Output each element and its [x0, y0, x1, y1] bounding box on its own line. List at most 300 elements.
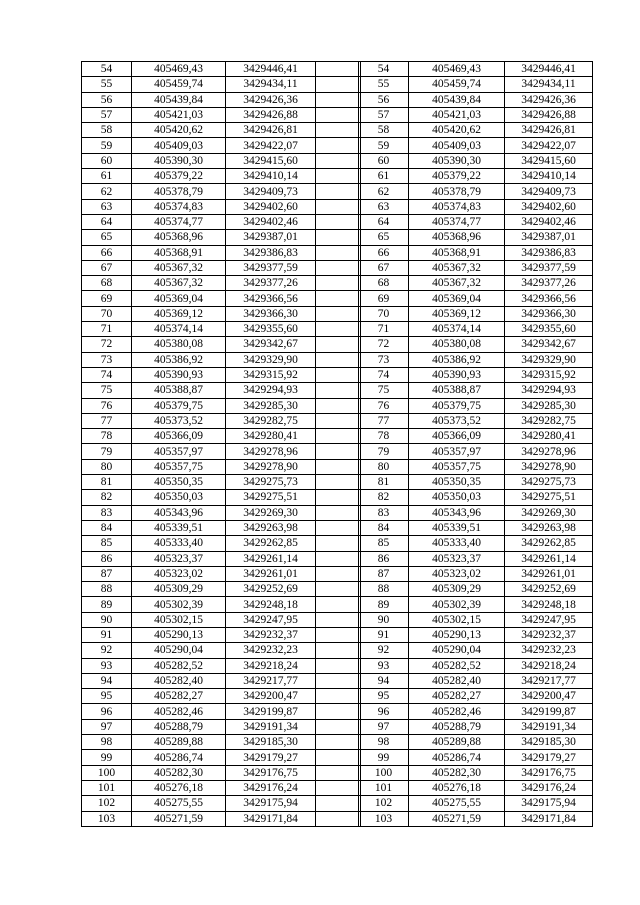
table-row: [359, 337, 593, 352]
y-coordinate-cell: 3429247,95: [226, 612, 316, 627]
y-coordinate-cell: 3429402,46: [226, 214, 316, 229]
x-coordinate-cell: 405289,88: [132, 735, 226, 750]
table-row: [359, 612, 593, 627]
point-number-cell: 84: [359, 520, 409, 535]
x-coordinate-cell: 405339,51: [132, 520, 226, 535]
x-coordinate-cell: 405439,84: [132, 92, 226, 107]
x-coordinate-cell: 405369,12: [132, 306, 226, 321]
table-row: [82, 260, 361, 275]
x-coordinate-cell: 405288,79: [409, 719, 505, 734]
x-coordinate-cell: 405366,09: [409, 429, 505, 444]
y-coordinate-cell: 3429386,83: [226, 245, 316, 260]
empty-cell: [316, 597, 361, 612]
y-coordinate-cell: 3429426,36: [505, 92, 593, 107]
point-number-cell: 84: [82, 520, 132, 535]
table-row: [359, 475, 593, 490]
empty-cell: [316, 673, 361, 688]
point-number-cell: 83: [82, 505, 132, 520]
table-row: [359, 291, 593, 306]
empty-cell: [316, 551, 361, 566]
y-coordinate-cell: 3429280,41: [226, 429, 316, 444]
y-coordinate-cell: 3429278,90: [505, 459, 593, 474]
table-row: [359, 260, 593, 275]
x-coordinate-cell: 405409,03: [409, 138, 505, 153]
y-coordinate-cell: 3429426,81: [505, 123, 593, 138]
point-number-cell: 97: [82, 719, 132, 734]
table-row: [359, 77, 593, 92]
table-row: [359, 276, 593, 291]
x-coordinate-cell: 405357,75: [409, 459, 505, 474]
table-row: [359, 306, 593, 321]
table-row: [82, 520, 361, 535]
x-coordinate-cell: 405357,75: [132, 459, 226, 474]
table-row: [82, 551, 361, 566]
table-row: [359, 367, 593, 382]
empty-cell: [316, 413, 361, 428]
x-coordinate-cell: 405374,83: [132, 199, 226, 214]
table-row: [359, 551, 593, 566]
table-row: [359, 153, 593, 168]
table-row: [359, 735, 593, 750]
x-coordinate-cell: 405420,62: [409, 123, 505, 138]
empty-cell: [316, 505, 361, 520]
x-coordinate-cell: 405282,40: [132, 673, 226, 688]
point-number-cell: 90: [359, 612, 409, 627]
x-coordinate-cell: 405357,97: [409, 444, 505, 459]
y-coordinate-cell: 3429426,81: [226, 123, 316, 138]
table-row: [82, 704, 361, 719]
y-coordinate-cell: 3429285,30: [226, 398, 316, 413]
x-coordinate-cell: 405378,79: [409, 184, 505, 199]
table-row: [82, 429, 361, 444]
y-coordinate-cell: 3429426,88: [226, 107, 316, 122]
x-coordinate-cell: 405302,39: [132, 597, 226, 612]
y-coordinate-cell: 3429355,60: [505, 322, 593, 337]
point-number-cell: 67: [359, 260, 409, 275]
x-coordinate-cell: 405302,39: [409, 597, 505, 612]
x-coordinate-cell: 405369,04: [409, 291, 505, 306]
empty-cell: [316, 184, 361, 199]
table-row: [359, 673, 593, 688]
y-coordinate-cell: 3429410,14: [505, 169, 593, 184]
x-coordinate-cell: 405357,97: [132, 444, 226, 459]
point-number-cell: 72: [359, 337, 409, 352]
table-row: [359, 582, 593, 597]
table-row: [82, 230, 361, 245]
y-coordinate-cell: 3429446,41: [226, 62, 316, 77]
point-number-cell: 93: [359, 658, 409, 673]
empty-cell: [316, 704, 361, 719]
empty-cell: [316, 582, 361, 597]
x-coordinate-cell: 405350,35: [409, 475, 505, 490]
table-row: [82, 444, 361, 459]
table-row: [82, 92, 361, 107]
x-coordinate-cell: 405374,77: [409, 214, 505, 229]
y-coordinate-cell: 3429191,34: [505, 719, 593, 734]
x-coordinate-cell: 405409,03: [132, 138, 226, 153]
x-coordinate-cell: 405386,92: [409, 352, 505, 367]
empty-cell: [316, 475, 361, 490]
point-number-cell: 97: [359, 719, 409, 734]
point-number-cell: 69: [82, 291, 132, 306]
y-coordinate-cell: 3429252,69: [505, 582, 593, 597]
y-coordinate-cell: 3429247,95: [505, 612, 593, 627]
coordinate-table-right: [358, 61, 593, 827]
y-coordinate-cell: 3429176,75: [226, 765, 316, 780]
point-number-cell: 63: [359, 199, 409, 214]
table-row: [359, 719, 593, 734]
y-coordinate-cell: 3429329,90: [505, 352, 593, 367]
empty-cell: [316, 459, 361, 474]
table-row: [359, 398, 593, 413]
x-coordinate-cell: 405350,03: [409, 490, 505, 505]
table-row: [82, 780, 361, 795]
point-number-cell: 75: [359, 383, 409, 398]
point-number-cell: 94: [359, 673, 409, 688]
table-row: [82, 123, 361, 138]
y-coordinate-cell: 3429409,73: [505, 184, 593, 199]
table-row: [359, 123, 593, 138]
x-coordinate-cell: 405282,46: [409, 704, 505, 719]
empty-cell: [316, 322, 361, 337]
table-row: [82, 566, 361, 581]
x-coordinate-cell: 405390,93: [132, 367, 226, 382]
x-coordinate-cell: 405276,18: [132, 780, 226, 795]
point-number-cell: 64: [359, 214, 409, 229]
x-coordinate-cell: 405367,32: [132, 276, 226, 291]
table-row: [82, 459, 361, 474]
point-number-cell: 70: [359, 306, 409, 321]
x-coordinate-cell: 405380,08: [132, 337, 226, 352]
y-coordinate-cell: 3429342,67: [226, 337, 316, 352]
table-row: [82, 62, 361, 77]
x-coordinate-cell: 405388,87: [132, 383, 226, 398]
empty-cell: [316, 230, 361, 245]
table-row: [359, 597, 593, 612]
point-number-cell: 60: [359, 153, 409, 168]
point-number-cell: 77: [82, 413, 132, 428]
point-number-cell: 62: [82, 184, 132, 199]
x-coordinate-cell: 405350,03: [132, 490, 226, 505]
x-coordinate-cell: 405459,74: [409, 77, 505, 92]
y-coordinate-cell: 3429426,88: [505, 107, 593, 122]
y-coordinate-cell: 3429185,30: [505, 735, 593, 750]
point-number-cell: 95: [359, 689, 409, 704]
table-row: [82, 582, 361, 597]
y-coordinate-cell: 3429176,24: [226, 780, 316, 795]
table-row: [359, 199, 593, 214]
x-coordinate-cell: 405271,59: [409, 811, 505, 826]
table-row: [359, 322, 593, 337]
table-row: [359, 490, 593, 505]
point-number-cell: 103: [359, 811, 409, 826]
y-coordinate-cell: 3429232,37: [505, 627, 593, 642]
empty-cell: [316, 337, 361, 352]
y-coordinate-cell: 3429294,93: [505, 383, 593, 398]
y-coordinate-cell: 3429275,73: [226, 475, 316, 490]
y-coordinate-cell: 3429232,23: [226, 643, 316, 658]
empty-cell: [316, 169, 361, 184]
x-coordinate-cell: 405275,55: [132, 796, 226, 811]
table-row: [82, 627, 361, 642]
table-row: [359, 536, 593, 551]
x-coordinate-cell: 405459,74: [132, 77, 226, 92]
table-row: [359, 765, 593, 780]
table-row: [359, 92, 593, 107]
y-coordinate-cell: 3429263,98: [226, 520, 316, 535]
y-coordinate-cell: 3429377,26: [226, 276, 316, 291]
point-number-cell: 94: [82, 673, 132, 688]
table-row: [82, 597, 361, 612]
empty-cell: [316, 123, 361, 138]
table-row: [82, 153, 361, 168]
y-coordinate-cell: 3429191,34: [226, 719, 316, 734]
empty-cell: [316, 367, 361, 382]
point-number-cell: 89: [359, 597, 409, 612]
empty-cell: [316, 444, 361, 459]
y-coordinate-cell: 3429261,01: [226, 566, 316, 581]
table-row: [359, 413, 593, 428]
x-coordinate-cell: 405286,74: [132, 750, 226, 765]
point-number-cell: 89: [82, 597, 132, 612]
table-row: [82, 398, 361, 413]
x-coordinate-cell: 405343,96: [132, 505, 226, 520]
point-number-cell: 59: [359, 138, 409, 153]
coordinate-table-left: [81, 61, 361, 827]
empty-cell: [316, 612, 361, 627]
point-number-cell: 86: [82, 551, 132, 566]
x-coordinate-cell: 405282,30: [409, 765, 505, 780]
x-coordinate-cell: 405323,02: [132, 566, 226, 581]
y-coordinate-cell: 3429422,07: [505, 138, 593, 153]
x-coordinate-cell: 405379,75: [409, 398, 505, 413]
y-coordinate-cell: 3429426,36: [226, 92, 316, 107]
y-coordinate-cell: 3429218,24: [226, 658, 316, 673]
y-coordinate-cell: 3429179,27: [505, 750, 593, 765]
y-coordinate-cell: 3429232,37: [226, 627, 316, 642]
y-coordinate-cell: 3429422,07: [226, 138, 316, 153]
x-coordinate-cell: 405282,52: [132, 658, 226, 673]
point-number-cell: 81: [82, 475, 132, 490]
empty-cell: [316, 62, 361, 77]
y-coordinate-cell: 3429218,24: [505, 658, 593, 673]
table-row: [359, 689, 593, 704]
x-coordinate-cell: 405282,27: [132, 689, 226, 704]
x-coordinate-cell: 405379,75: [132, 398, 226, 413]
table-row: [82, 107, 361, 122]
table-row: [359, 505, 593, 520]
empty-cell: [316, 643, 361, 658]
point-number-cell: 93: [82, 658, 132, 673]
x-coordinate-cell: 405339,51: [409, 520, 505, 535]
y-coordinate-cell: 3429409,73: [226, 184, 316, 199]
point-number-cell: 72: [82, 337, 132, 352]
point-number-cell: 92: [359, 643, 409, 658]
table-row: [359, 627, 593, 642]
table-row: [82, 413, 361, 428]
point-number-cell: 99: [359, 750, 409, 765]
x-coordinate-cell: 405368,96: [409, 230, 505, 245]
y-coordinate-cell: 3429366,56: [226, 291, 316, 306]
table-row: [359, 780, 593, 795]
point-number-cell: 62: [359, 184, 409, 199]
y-coordinate-cell: 3429176,24: [505, 780, 593, 795]
y-coordinate-cell: 3429329,90: [226, 352, 316, 367]
point-number-cell: 101: [82, 780, 132, 795]
point-number-cell: 102: [359, 796, 409, 811]
point-number-cell: 82: [82, 490, 132, 505]
x-coordinate-cell: 405271,59: [132, 811, 226, 826]
y-coordinate-cell: 3429248,18: [505, 597, 593, 612]
table-row: [359, 169, 593, 184]
x-coordinate-cell: 405290,04: [132, 643, 226, 658]
empty-cell: [316, 627, 361, 642]
y-coordinate-cell: 3429199,87: [505, 704, 593, 719]
x-coordinate-cell: 405379,22: [132, 169, 226, 184]
table-row: [82, 77, 361, 92]
table-row: [82, 796, 361, 811]
x-coordinate-cell: 405366,09: [132, 429, 226, 444]
x-coordinate-cell: 405373,52: [409, 413, 505, 428]
x-coordinate-cell: 405378,79: [132, 184, 226, 199]
table-row: [359, 245, 593, 260]
table-row: [82, 199, 361, 214]
table-row: [82, 184, 361, 199]
y-coordinate-cell: 3429285,30: [505, 398, 593, 413]
point-number-cell: 65: [82, 230, 132, 245]
x-coordinate-cell: 405288,79: [132, 719, 226, 734]
y-coordinate-cell: 3429185,30: [226, 735, 316, 750]
point-number-cell: 88: [359, 582, 409, 597]
y-coordinate-cell: 3429415,60: [505, 153, 593, 168]
table-row: [359, 230, 593, 245]
empty-cell: [316, 276, 361, 291]
table-row: [359, 566, 593, 581]
table-row: [359, 811, 593, 826]
point-number-cell: 86: [359, 551, 409, 566]
point-number-cell: 70: [82, 306, 132, 321]
point-number-cell: 56: [359, 92, 409, 107]
empty-cell: [316, 566, 361, 581]
table-row: [82, 367, 361, 382]
table-row: [82, 169, 361, 184]
x-coordinate-cell: 405282,30: [132, 765, 226, 780]
table-row: [82, 719, 361, 734]
point-number-cell: 91: [82, 627, 132, 642]
y-coordinate-cell: 3429261,01: [505, 566, 593, 581]
x-coordinate-cell: 405421,03: [132, 107, 226, 122]
x-coordinate-cell: 405276,18: [409, 780, 505, 795]
y-coordinate-cell: 3429179,27: [226, 750, 316, 765]
point-number-cell: 96: [359, 704, 409, 719]
y-coordinate-cell: 3429355,60: [226, 322, 316, 337]
x-coordinate-cell: 405309,29: [132, 582, 226, 597]
point-number-cell: 61: [82, 169, 132, 184]
y-coordinate-cell: 3429342,67: [505, 337, 593, 352]
empty-cell: [316, 750, 361, 765]
y-coordinate-cell: 3429402,60: [226, 199, 316, 214]
point-number-cell: 71: [82, 322, 132, 337]
table-row: [82, 383, 361, 398]
point-number-cell: 54: [359, 62, 409, 77]
point-number-cell: 55: [359, 77, 409, 92]
y-coordinate-cell: 3429171,84: [505, 811, 593, 826]
x-coordinate-cell: 405368,91: [409, 245, 505, 260]
x-coordinate-cell: 405323,02: [409, 566, 505, 581]
point-number-cell: 103: [82, 811, 132, 826]
table-row: [82, 322, 361, 337]
point-number-cell: 69: [359, 291, 409, 306]
table-row: [82, 291, 361, 306]
point-number-cell: 61: [359, 169, 409, 184]
point-number-cell: 98: [82, 735, 132, 750]
point-number-cell: 83: [359, 505, 409, 520]
x-coordinate-cell: 405380,08: [409, 337, 505, 352]
x-coordinate-cell: 405282,46: [132, 704, 226, 719]
point-number-cell: 102: [82, 796, 132, 811]
y-coordinate-cell: 3429269,30: [226, 505, 316, 520]
table-row: [359, 429, 593, 444]
point-number-cell: 64: [82, 214, 132, 229]
point-number-cell: 78: [82, 429, 132, 444]
empty-cell: [316, 383, 361, 398]
y-coordinate-cell: 3429200,47: [505, 689, 593, 704]
point-number-cell: 75: [82, 383, 132, 398]
point-number-cell: 76: [82, 398, 132, 413]
point-number-cell: 74: [359, 367, 409, 382]
y-coordinate-cell: 3429387,01: [505, 230, 593, 245]
point-number-cell: 87: [359, 566, 409, 581]
table-row: [359, 383, 593, 398]
point-number-cell: 73: [82, 352, 132, 367]
point-number-cell: 100: [359, 765, 409, 780]
y-coordinate-cell: 3429176,75: [505, 765, 593, 780]
empty-cell: [316, 735, 361, 750]
x-coordinate-cell: 405420,62: [132, 123, 226, 138]
table-row: [359, 214, 593, 229]
table-row: [359, 704, 593, 719]
table-row: [359, 643, 593, 658]
x-coordinate-cell: 405390,30: [132, 153, 226, 168]
table-row: [82, 658, 361, 673]
y-coordinate-cell: 3429199,87: [226, 704, 316, 719]
point-number-cell: 88: [82, 582, 132, 597]
y-coordinate-cell: 3429261,14: [505, 551, 593, 566]
x-coordinate-cell: 405289,88: [409, 735, 505, 750]
point-number-cell: 76: [359, 398, 409, 413]
x-coordinate-cell: 405290,04: [409, 643, 505, 658]
y-coordinate-cell: 3429377,26: [505, 276, 593, 291]
empty-cell: [316, 765, 361, 780]
y-coordinate-cell: 3429275,51: [505, 490, 593, 505]
point-number-cell: 67: [82, 260, 132, 275]
y-coordinate-cell: 3429366,30: [505, 306, 593, 321]
x-coordinate-cell: 405302,15: [409, 612, 505, 627]
point-number-cell: 58: [82, 123, 132, 138]
empty-cell: [316, 199, 361, 214]
x-coordinate-cell: 405439,84: [409, 92, 505, 107]
table-row: [359, 444, 593, 459]
y-coordinate-cell: 3429434,11: [505, 77, 593, 92]
point-number-cell: 78: [359, 429, 409, 444]
x-coordinate-cell: 405350,35: [132, 475, 226, 490]
table-row: [82, 536, 361, 551]
table-row: [82, 306, 361, 321]
x-coordinate-cell: 405379,22: [409, 169, 505, 184]
x-coordinate-cell: 405373,52: [132, 413, 226, 428]
y-coordinate-cell: 3429377,59: [505, 260, 593, 275]
point-number-cell: 63: [82, 199, 132, 214]
